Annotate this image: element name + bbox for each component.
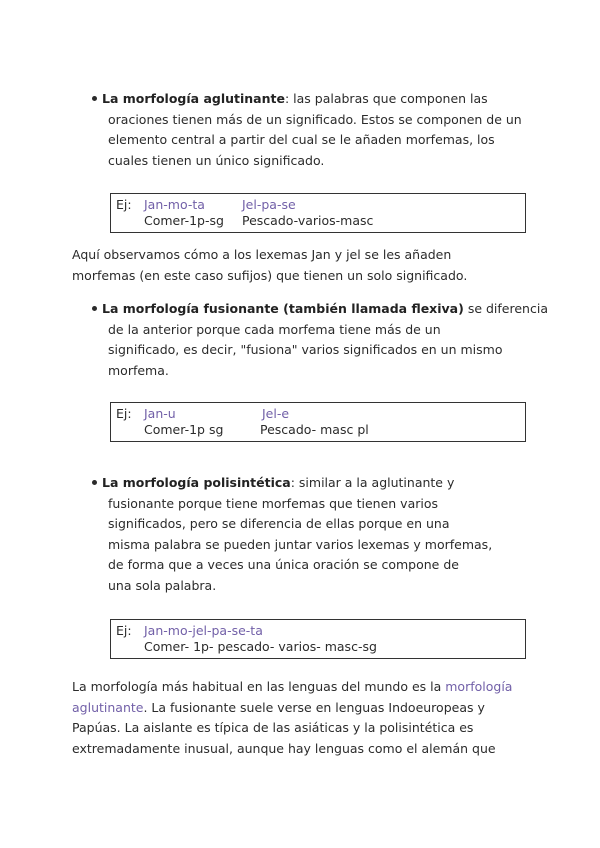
text-line: misma palabra se pueden juntar varios lexemas y morfemas, bbox=[108, 536, 493, 552]
example-word: Jan-mo-ta bbox=[144, 197, 205, 212]
text-line: fusionante porque tiene morfemas que tienen varios bbox=[108, 495, 438, 511]
text-line: significados, pero se diferencia de ellas porque en una bbox=[108, 516, 450, 531]
example-word: Jel-e bbox=[262, 406, 290, 421]
text-line: cuales tienen un único significado. bbox=[108, 152, 325, 168]
link-morfologia-aglutinante[interactable]: aglutinante bbox=[72, 699, 144, 715]
example-word: Jan-u bbox=[144, 406, 176, 421]
bullet-aglutinante: La morfología aglutinante: las palabras que componen las oraciones tienen más de un significado. Estos se componen de un elemento central a partir del cual se le añaden morfemas, los cuales tienen un único significado. bbox=[92, 89, 532, 171]
example-gloss: Comer-1p-sg bbox=[144, 213, 224, 228]
example-box-3 bbox=[110, 619, 526, 659]
example-gloss: Pescado- masc pl bbox=[260, 422, 369, 437]
term-polisintetica: La morfología polisintética bbox=[102, 475, 291, 490]
text-line: morfemas (en este caso sufijos) que tienen un solo significado. bbox=[72, 267, 468, 283]
term-fusionante: La morfología fusionante (también llamada flexiva) bbox=[102, 301, 464, 316]
example-label: Ej: bbox=[116, 623, 132, 638]
text-line: de la anterior porque cada morfema tiene más de un bbox=[108, 321, 441, 337]
link-morfologia-aglutinante[interactable]: morfología bbox=[445, 679, 513, 694]
example-word: Jan-mo-jel-pa-se-ta bbox=[144, 623, 263, 638]
text-line: La morfología más habitual en las lenguas del mundo es la morfología bbox=[72, 679, 513, 694]
bullet-fusionante: La morfología fusionante (también llamada flexiva) se diferencia de la anterior porque cada morfema tiene más de un significado, es decir, "fusiona" varios significados en un mismo morfema. bbox=[92, 299, 532, 381]
text-line: elemento central a partir del cual se le añaden morfemas, los bbox=[108, 132, 495, 147]
example-label: Ej: bbox=[116, 197, 132, 212]
text-line: aglutinante. La fusionante suele verse en lenguas Indoeuropeas y bbox=[72, 699, 485, 715]
text-line: una sola palabra. bbox=[108, 577, 217, 593]
text-line: Aquí observamos cómo a los lexemas Jan y jel se les añaden bbox=[72, 247, 452, 262]
example-box-1 bbox=[110, 193, 526, 233]
term-aglutinante: La morfología aglutinante bbox=[102, 91, 285, 106]
bullet-dot-icon bbox=[92, 96, 97, 101]
text-line: significado, es decir, "fusiona" varios significados en un mismo bbox=[108, 342, 503, 357]
text-line: oraciones tienen más de un significado. Estos se componen de un bbox=[108, 111, 522, 127]
example-gloss: Comer- 1p- pescado- varios- masc-sg bbox=[144, 639, 377, 654]
example-word: Jel-pa-se bbox=[242, 197, 296, 212]
paragraph-habitual bbox=[72, 677, 542, 759]
example-gloss: Comer-1p sg bbox=[144, 422, 224, 437]
text-line: extremadamente inusual, aunque hay lenguas como el alemán que bbox=[72, 740, 496, 756]
text-line: de forma que a veces una única oración se compone de bbox=[108, 557, 459, 572]
paragraph-lexemas bbox=[72, 245, 542, 286]
bullet-dot-icon bbox=[92, 306, 97, 311]
bullet-dot-icon bbox=[92, 480, 97, 485]
example-label: Ej: bbox=[116, 406, 132, 421]
text-line: morfema. bbox=[108, 362, 169, 378]
bullet-polisintetica: La morfología polisintética: similar a la aglutinante y fusionante porque tiene morfemas que tienen varios significados, pero se diferencia de ellas porque en una misma palabra se pueden juntar varios lexemas y morfemas, de forma que a veces una única oración se compone de una sola palabra. bbox=[92, 473, 532, 596]
example-box-2 bbox=[110, 402, 526, 442]
example-gloss: Pescado-varios-masc bbox=[242, 213, 374, 228]
text-line: Papúas. La aislante es típica de las asiáticas y la polisintética es bbox=[72, 720, 474, 735]
